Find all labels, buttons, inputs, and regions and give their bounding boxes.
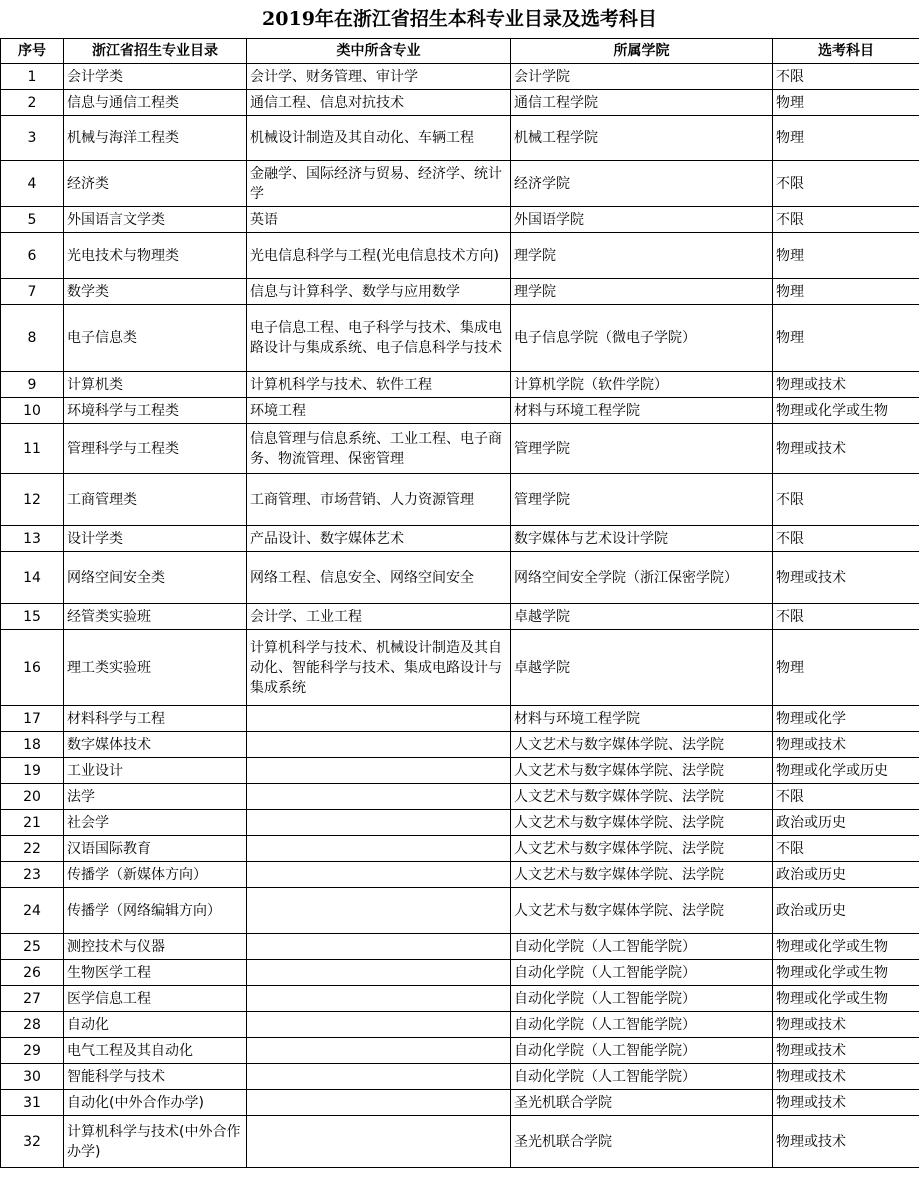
row-college: 数字媒体与艺术设计学院 [511,526,773,552]
row-subjects: 物理 [773,279,919,305]
table-row [1,784,919,810]
row-number: 28 [1,1012,64,1038]
row-subjects: 物理 [773,116,919,161]
row-number: 14 [1,552,64,604]
row-college: 人文艺术与数字媒体学院、法学院 [511,810,773,836]
row-majors: 机械设计制造及其自动化、车辆工程 [247,116,511,161]
row-category: 测控技术与仪器 [64,934,247,960]
row-majors: 计算机科学与技术、机械设计制造及其自动化、智能科学与技术、集成电路设计与集成系统 [247,630,511,706]
row-majors: 会计学、财务管理、审计学 [247,64,511,90]
table-row [1,116,919,161]
row-category: 社会学 [64,810,247,836]
row-category: 自动化(中外合作办学) [64,1090,247,1116]
table-row [1,630,919,706]
row-category: 材料科学与工程 [64,706,247,732]
row-number: 9 [1,372,64,398]
row-college: 自动化学院（人工智能学院） [511,1064,773,1090]
row-subjects: 物理或技术 [773,372,919,398]
row-college: 计算机学院（软件学院） [511,372,773,398]
table-row [1,161,919,207]
table-row [1,474,919,526]
row-majors: 工商管理、市场营销、人力资源管理 [247,474,511,526]
row-majors [247,732,511,758]
row-number: 1 [1,64,64,90]
row-college: 理学院 [511,279,773,305]
row-college: 圣光机联合学院 [511,1116,773,1168]
row-college: 自动化学院（人工智能学院） [511,1012,773,1038]
table-row [1,372,919,398]
row-number: 13 [1,526,64,552]
row-majors [247,1038,511,1064]
row-number: 26 [1,960,64,986]
row-college: 卓越学院 [511,604,773,630]
row-college: 网络空间安全学院（浙江保密学院） [511,552,773,604]
row-subjects: 物理 [773,630,919,706]
row-subjects: 政治或历史 [773,888,919,934]
table-row [1,279,919,305]
row-number: 5 [1,207,64,233]
row-category: 经管类实验班 [64,604,247,630]
row-subjects: 物理或化学 [773,706,919,732]
row-majors: 环境工程 [247,398,511,424]
row-category: 计算机科学与技术(中外合作办学) [64,1116,247,1168]
row-majors: 通信工程、信息对抗技术 [247,90,511,116]
row-college: 人文艺术与数字媒体学院、法学院 [511,784,773,810]
row-category: 理工类实验班 [64,630,247,706]
table-header-row [1,39,919,64]
row-majors: 信息管理与信息系统、工业工程、电子商务、物流管理、保密管理 [247,424,511,474]
row-number: 8 [1,305,64,372]
row-majors: 网络工程、信息安全、网络空间安全 [247,552,511,604]
row-category: 计算机类 [64,372,247,398]
table-row [1,1064,919,1090]
table-row [1,398,919,424]
row-college: 自动化学院（人工智能学院） [511,960,773,986]
header-majors: 类中所含专业 [247,39,511,64]
table-row [1,888,919,934]
row-category: 网络空间安全类 [64,552,247,604]
row-subjects: 物理或技术 [773,1116,919,1168]
row-category: 电气工程及其自动化 [64,1038,247,1064]
row-subjects: 物理或化学或生物 [773,986,919,1012]
row-majors [247,960,511,986]
table-row [1,732,919,758]
row-majors: 会计学、工业工程 [247,604,511,630]
row-subjects: 物理 [773,233,919,279]
row-college: 材料与环境工程学院 [511,398,773,424]
row-category: 信息与通信工程类 [64,90,247,116]
row-subjects: 物理 [773,90,919,116]
row-college: 圣光机联合学院 [511,1090,773,1116]
row-category: 智能科学与技术 [64,1064,247,1090]
row-subjects: 物理或技术 [773,1012,919,1038]
row-subjects: 物理或技术 [773,1064,919,1090]
row-college: 通信工程学院 [511,90,773,116]
row-category: 数学类 [64,279,247,305]
row-number: 32 [1,1116,64,1168]
row-category: 管理科学与工程类 [64,424,247,474]
row-number: 10 [1,398,64,424]
row-college: 材料与环境工程学院 [511,706,773,732]
row-category: 自动化 [64,1012,247,1038]
row-majors [247,1116,511,1168]
row-category: 会计学类 [64,64,247,90]
table-row [1,934,919,960]
table-row [1,836,919,862]
table-row [1,1116,919,1168]
table-row [1,424,919,474]
row-number: 21 [1,810,64,836]
header-subjects: 选考科目 [773,39,919,64]
row-college: 自动化学院（人工智能学院） [511,934,773,960]
row-college: 会计学院 [511,64,773,90]
row-category: 法学 [64,784,247,810]
table-row [1,207,919,233]
row-number: 15 [1,604,64,630]
row-college: 理学院 [511,233,773,279]
row-category: 环境科学与工程类 [64,398,247,424]
row-category: 数字媒体技术 [64,732,247,758]
header-category: 浙江省招生专业目录 [64,39,247,64]
row-category: 汉语国际教育 [64,836,247,862]
row-college: 人文艺术与数字媒体学院、法学院 [511,732,773,758]
table-row [1,706,919,732]
row-subjects: 不限 [773,161,919,207]
table-row [1,64,919,90]
row-college: 人文艺术与数字媒体学院、法学院 [511,888,773,934]
row-subjects: 物理 [773,305,919,372]
row-college: 人文艺术与数字媒体学院、法学院 [511,758,773,784]
row-college: 外国语学院 [511,207,773,233]
row-college: 人文艺术与数字媒体学院、法学院 [511,862,773,888]
row-number: 25 [1,934,64,960]
row-college: 管理学院 [511,474,773,526]
row-category: 工业设计 [64,758,247,784]
row-subjects: 物理或技术 [773,732,919,758]
row-number: 2 [1,90,64,116]
row-majors [247,986,511,1012]
row-college: 人文艺术与数字媒体学院、法学院 [511,836,773,862]
row-number: 4 [1,161,64,207]
row-majors [247,836,511,862]
row-college: 经济学院 [511,161,773,207]
row-number: 7 [1,279,64,305]
majors-table [0,38,919,1168]
row-number: 16 [1,630,64,706]
row-majors: 电子信息工程、电子科学与技术、集成电路设计与集成系统、电子信息科学与技术 [247,305,511,372]
row-subjects: 物理或技术 [773,1090,919,1116]
row-category: 机械与海洋工程类 [64,116,247,161]
row-number: 24 [1,888,64,934]
row-majors: 金融学、国际经济与贸易、经济学、统计学 [247,161,511,207]
table-row [1,810,919,836]
row-category: 工商管理类 [64,474,247,526]
row-college: 卓越学院 [511,630,773,706]
row-subjects: 物理或技术 [773,424,919,474]
row-college: 电子信息学院（微电子学院） [511,305,773,372]
table-row [1,1038,919,1064]
row-college: 自动化学院（人工智能学院） [511,1038,773,1064]
row-number: 17 [1,706,64,732]
row-category: 光电技术与物理类 [64,233,247,279]
row-subjects: 不限 [773,526,919,552]
row-category: 医学信息工程 [64,986,247,1012]
row-subjects: 不限 [773,474,919,526]
row-number: 31 [1,1090,64,1116]
row-subjects: 物理或技术 [773,1038,919,1064]
row-majors [247,784,511,810]
row-number: 20 [1,784,64,810]
row-majors [247,888,511,934]
row-number: 23 [1,862,64,888]
table-row [1,233,919,279]
row-subjects: 物理或化学或生物 [773,960,919,986]
row-subjects: 政治或历史 [773,862,919,888]
row-number: 6 [1,233,64,279]
row-majors [247,934,511,960]
row-college: 管理学院 [511,424,773,474]
row-subjects: 物理或技术 [773,552,919,604]
row-subjects: 物理或化学或历史 [773,758,919,784]
table-row [1,526,919,552]
row-majors [247,862,511,888]
row-majors: 信息与计算科学、数学与应用数学 [247,279,511,305]
row-majors [247,810,511,836]
row-subjects: 不限 [773,784,919,810]
row-majors [247,758,511,784]
row-number: 18 [1,732,64,758]
table-row [1,1090,919,1116]
table-row [1,90,919,116]
row-subjects: 政治或历史 [773,810,919,836]
row-subjects: 物理或化学或生物 [773,934,919,960]
row-number: 29 [1,1038,64,1064]
row-category: 外国语言文学类 [64,207,247,233]
row-subjects: 不限 [773,604,919,630]
row-category: 设计学类 [64,526,247,552]
row-category: 传播学（新媒体方向） [64,862,247,888]
row-subjects: 不限 [773,207,919,233]
row-number: 19 [1,758,64,784]
table-row [1,604,919,630]
table-row [1,1012,919,1038]
row-number: 12 [1,474,64,526]
table-body [1,64,919,1168]
table-row [1,552,919,604]
row-subjects: 不限 [773,64,919,90]
row-majors [247,1012,511,1038]
row-majors: 计算机科学与技术、软件工程 [247,372,511,398]
row-number: 27 [1,986,64,1012]
row-majors [247,1064,511,1090]
row-category: 传播学（网络编辑方向） [64,888,247,934]
row-majors: 光电信息科学与工程(光电信息技术方向) [247,233,511,279]
table-row [1,960,919,986]
row-college: 自动化学院（人工智能学院） [511,986,773,1012]
row-number: 11 [1,424,64,474]
table-row [1,862,919,888]
header-college: 所属学院 [511,39,773,64]
row-number: 22 [1,836,64,862]
table-row [1,986,919,1012]
row-college: 机械工程学院 [511,116,773,161]
row-majors: 产品设计、数字媒体艺术 [247,526,511,552]
row-majors: 英语 [247,207,511,233]
table-row [1,758,919,784]
row-subjects: 不限 [773,836,919,862]
table-row [1,305,919,372]
row-majors [247,706,511,732]
row-subjects: 物理或化学或生物 [773,398,919,424]
row-category: 生物医学工程 [64,960,247,986]
row-category: 电子信息类 [64,305,247,372]
row-category: 经济类 [64,161,247,207]
page-title: 2019年在浙江省招生本科专业目录及选考科目 [262,8,657,30]
row-number: 30 [1,1064,64,1090]
row-majors [247,1090,511,1116]
header-no: 序号 [1,39,64,64]
row-number: 3 [1,116,64,161]
